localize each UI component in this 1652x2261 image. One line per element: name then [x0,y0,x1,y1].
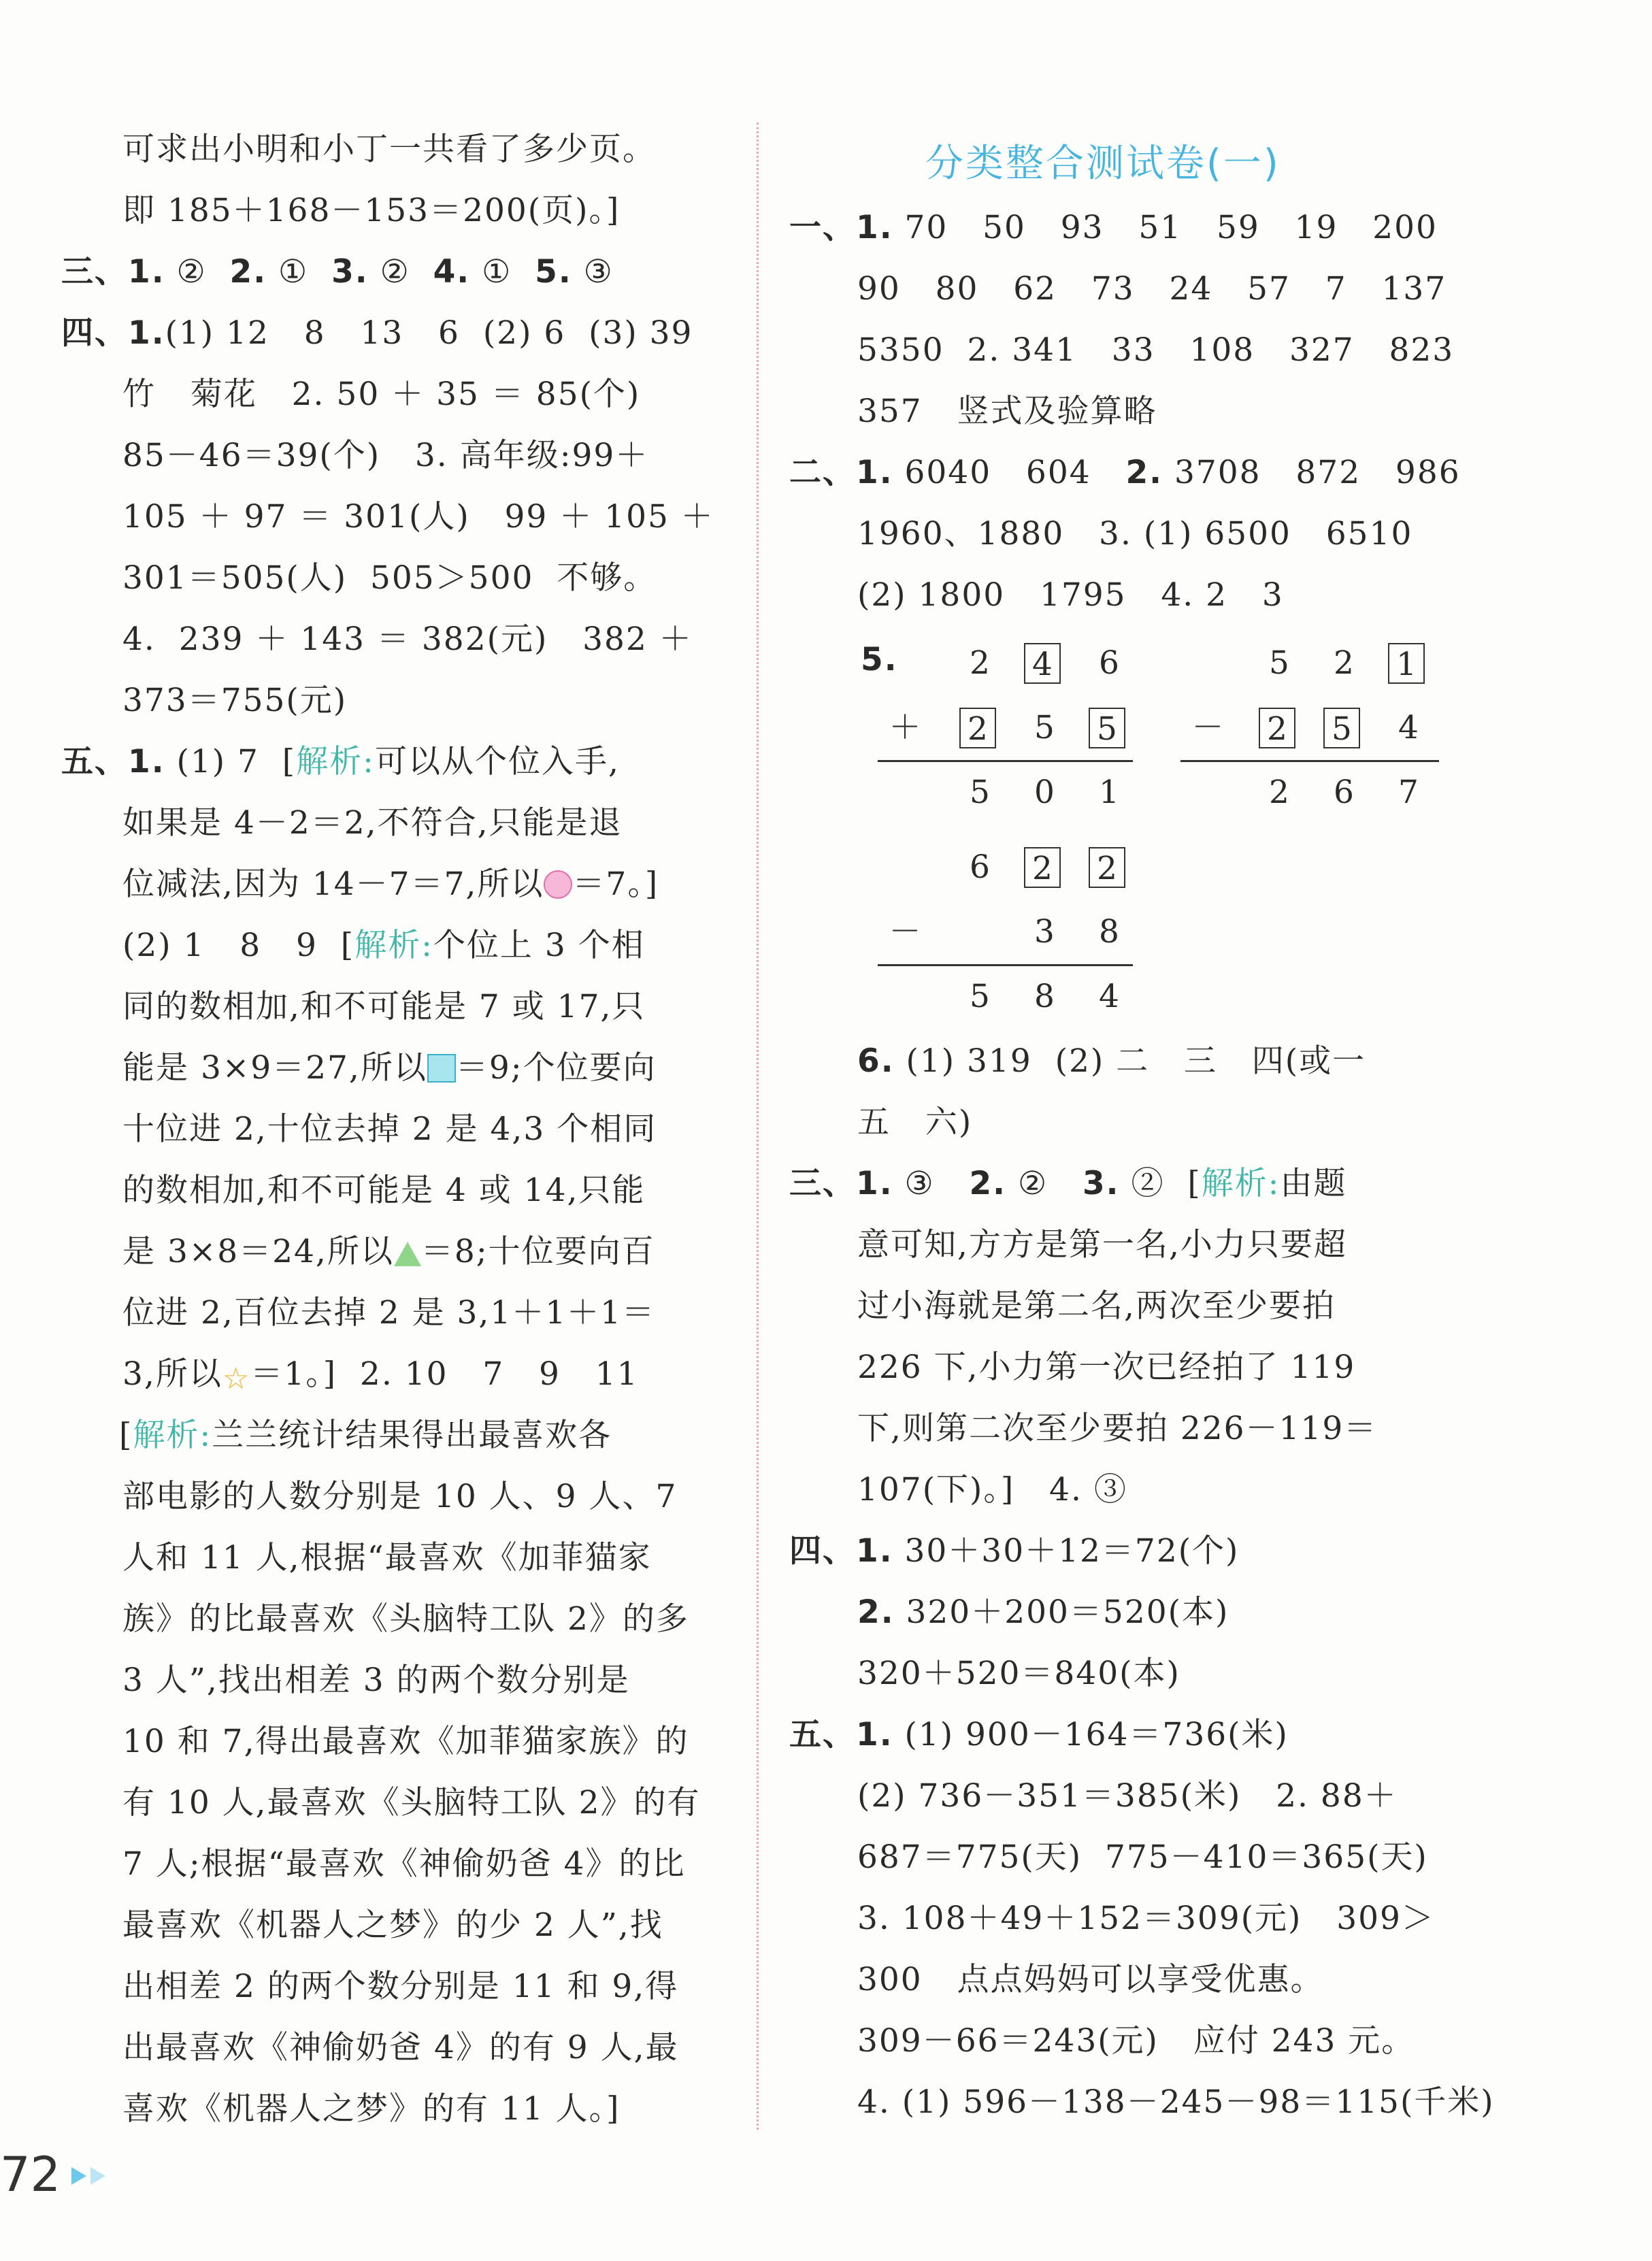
line-text: 能是 3×9＝27,所以 [122,1049,427,1087]
line-text: 300 点点妈妈可以享受优惠。 [857,1961,1324,1998]
digit: 1 [1099,774,1119,811]
question-number: 2. [1125,454,1163,491]
digit: 3 [1034,913,1055,951]
left-line [122,558,657,599]
line-text: (2) 736－351＝385(米) 2. 88＋ [857,1777,1398,1815]
line-text: ＝7。] [572,865,659,903]
digit: 5 [1089,708,1125,748]
section-label: 一、 [789,209,856,246]
digit: 2 [1269,774,1289,811]
left-line [122,2028,679,2068]
line-text: ③ [572,253,614,291]
analysis-label: 解析: [133,1417,212,1454]
line-text: [ [119,1417,133,1454]
section-label: 四、 [61,314,128,352]
digit: 2 [1089,847,1125,888]
digit: 4 [1398,709,1419,746]
line-text: 人和 11 人,根据“最喜欢《加菲猫家 [122,1539,652,1577]
left-line [122,803,623,844]
right-line [857,2021,1415,2062]
line-text: 竹 菊花 2. 50 ＋ 35 ＝ 85(个) [122,376,641,413]
digit: 6 [1099,644,1119,682]
line-text: 如果是 4－2＝2,不符合,只能是退 [122,804,623,842]
line-text: ② [165,253,230,291]
line-text: 90 80 62 73 24 57 7 137 [857,270,1447,308]
digit: 5 [1323,708,1360,748]
right-line [857,514,1413,555]
question-number: 4. [433,253,471,291]
left-line [61,742,620,782]
digit: 2 [1259,708,1295,748]
section-label: 四、 [789,1532,856,1570]
right-line [857,1653,1180,1694]
question-number: 1. [128,743,165,780]
line-text: ② [1006,1165,1083,1202]
line-text: 107(下)。] 4. ③ [857,1471,1127,1508]
line-text: 3 人”,找出相差 3 的两个数分别是 [122,1662,630,1699]
line-text: 即 185＋168－153＝200(页)。] [122,192,621,229]
section-label: 五、 [61,743,128,780]
right-line [857,1960,1324,2000]
line-text: 5350 2. 341 33 108 327 823 [857,331,1455,369]
line-text: 最喜欢《机器人之梦》的少 2 人”,找 [122,1907,663,1944]
page-arrows-icon [71,2167,110,2188]
left-line [119,1415,612,1456]
question-number: 1. [128,253,165,291]
right-line [857,1102,972,1143]
section-label: 二、 [789,454,856,491]
right-line [857,269,1447,310]
question-number: 5. [535,253,572,291]
line-text: (2) 1 8 9 [ [122,927,355,964]
digit: 1 [1388,643,1425,684]
digit: 5 [1034,709,1055,746]
sum-line [1180,760,1439,762]
line-text: ③ [893,1165,970,1202]
left-line [122,1721,689,1762]
question-number: 1. [856,454,893,491]
line-text: 下,则第二次至少要拍 226－119＝ [857,1410,1378,1447]
sum-line [878,964,1133,966]
line-text: 族》的比最喜欢《头脑特工队 2》的多 [122,1600,689,1638]
square-icon [427,1054,456,1083]
line-text: 357 竖式及验算略 [857,393,1157,430]
right-line [789,1531,1239,1572]
right-line [857,1470,1127,1511]
left-line [122,1109,657,1150]
line-text: ＝9;个位要向 [455,1049,657,1087]
line-text: ＝8;十位要向百 [420,1233,655,1270]
left-line [122,1476,677,1517]
line-text: ② [ [1119,1165,1202,1202]
left-line [122,1538,652,1579]
question-number: 1. [856,1532,893,1570]
line-text: 兰兰统计结果得出最喜欢各 [212,1417,612,1454]
line-text: 3708 872 986 [1163,454,1461,491]
digit: 8 [1099,913,1119,951]
analysis-label: 解析: [296,743,375,780]
left-line [122,435,648,476]
left-line [122,2089,621,2130]
left-line [61,313,693,354]
right-line [857,1041,1366,1082]
line-text: 十位进 2,十位去掉 2 是 4,3 个相同 [122,1110,657,1148]
circle-icon [544,870,572,899]
digit: 4 [1099,978,1119,1015]
digit: 2 [970,644,990,682]
left-line [122,1599,689,1640]
line-text: 6040 604 [893,454,1126,491]
line-text: 301＝505(人) 505＞500 不够。 [122,559,657,597]
question-number: 3. [1082,1165,1120,1202]
section-title: 分类整合测试卷(一) [925,142,1281,186]
sum-line [878,760,1133,762]
column-divider [757,122,759,2130]
line-text: (1) 7 [ [165,743,297,780]
left-line [122,864,659,905]
line-text: 五 六) [857,1104,973,1141]
digit: 7 [1398,774,1419,811]
question-number: 5. [861,641,898,678]
left-line [122,1232,655,1272]
left-line [122,1660,630,1701]
question-number: 1. [856,209,893,246]
digit: 2 [959,708,996,748]
right-line [857,330,1454,371]
line-text: 320＋520＝840(本) [857,1655,1180,1692]
right-line [857,1592,1229,1633]
question-number: 2. [969,1165,1007,1202]
question-number: 2. [229,253,267,291]
left-line [122,1293,655,1334]
right-line [857,1776,1398,1817]
right-line [789,452,1461,493]
right-line [857,1408,1377,1449]
left-line [122,925,645,966]
line-text: 85－46＝39(个) 3. 高年级:99＋ [122,437,649,474]
line-text: (1) 319 (2) 二 三 四(或一 [894,1042,1366,1080]
line-text: ② [368,253,433,291]
line-text: 可以从个位入手, [374,743,620,780]
digit: 2 [1334,644,1354,682]
left-line [122,1354,639,1395]
line-text: 出相差 2 的两个数分别是 11 和 9,得 [122,1968,679,2005]
line-text: 可求出小明和小丁一共看了多少页。 [122,131,656,168]
question-number: 3. [331,253,369,291]
line-text: 出最喜欢《神偷奶爸 4》的有 9 人,最 [122,2029,679,2066]
digit: 5 [1269,644,1289,682]
right-line [789,1163,1347,1204]
right-line [857,391,1157,432]
left-line [122,987,645,1027]
left-line [122,680,347,721]
digit: 8 [1034,978,1055,1015]
analysis-label: 解析: [354,927,433,964]
left-line [122,374,640,415]
line-text: 由题 [1280,1165,1347,1202]
line-text: (1) 12 8 13 6 (2) 6 (3) 39 [165,314,693,352]
line-text: 有 10 人,最喜欢《头脑特工队 2》的有 [122,1784,701,1821]
digit: 6 [1334,774,1354,811]
line-text: 7 人;根据“最喜欢《神偷奶爸 4》的比 [122,1845,686,1883]
star-icon: ☆ [222,1361,251,1396]
operator-sign: － [1191,709,1224,746]
section-label: 三、 [789,1165,856,1202]
digit: 6 [970,848,990,886]
left-line [122,1966,678,2007]
line-text: 320＋200＝520(本) [894,1594,1229,1631]
right-line [857,1225,1347,1266]
left-line [122,1905,663,1946]
line-text: 226 下,小力第一次已经拍了 119 [857,1349,1356,1386]
line-text: 1960、1880 3. (1) 6500 6510 [857,515,1413,552]
section-label: 三、 [61,253,128,291]
section-label: 五、 [789,1716,856,1753]
digit: 4 [1024,643,1061,684]
left-line [122,191,620,231]
line-text: 4. (1) 596－138－245－98＝115(千米) [857,2083,1495,2121]
line-text: 部电影的人数分别是 10 人、9 人、7 [122,1478,678,1515]
line-text: ① [470,253,535,291]
right-line [857,575,1284,616]
line-text: 373＝755(元) [122,682,348,719]
question-number: 1. [856,1716,893,1753]
line-text: 意可知,方方是第一名,小力只要超 [857,1226,1347,1264]
analysis-label: 解析: [1201,1165,1281,1202]
left-line [122,1170,645,1211]
page-number: 72 [0,2147,61,2202]
left-line [122,129,656,170]
left-line [122,1844,686,1885]
right-line [857,2082,1495,2123]
left-line [122,619,693,660]
line-text: 同的数相加,和不可能是 7 或 17,只 [122,988,646,1025]
right-line [857,1347,1355,1388]
digit: 5 [970,978,990,1015]
line-text: 687＝775(天) 775－410＝365(天) [857,1838,1428,1876]
line-text: 30＋30＋12＝72(个) [893,1532,1240,1570]
line-text: 的数相加,和不可能是 4 或 14,只能 [122,1172,646,1209]
line-text: 个位上 3 个相 [433,927,645,964]
line-text: 70 50 93 51 59 19 200 [893,209,1438,246]
question-number: 6. [857,1042,895,1080]
left-line [122,1048,657,1089]
line-text: 10 和 7,得出最喜欢《加菲猫家族》的 [122,1723,689,1760]
left-line [122,497,714,538]
line-text: 喜欢《机器人之梦》的有 11 人。] [122,2090,621,2128]
right-line [857,1286,1336,1327]
right-line [789,1715,1289,1755]
line-text: 4. 239 ＋ 143 ＝ 382(元) 382 ＋ [122,621,693,658]
line-text: ① [267,253,332,291]
digit: 0 [1034,774,1055,811]
left-line [122,1783,700,1823]
digit: 2 [1024,847,1061,888]
line-text: ＝1。] 2. 10 7 9 11 [250,1355,639,1393]
question-number: 1. [128,314,165,352]
line-text: 309－66＝243(元) 应付 243 元。 [857,2022,1415,2060]
line-text: (2) 1800 1795 4. 2 3 [857,576,1284,614]
line-text: 过小海就是第二名,两次至少要拍 [857,1287,1336,1325]
line-text: 3. 108＋49＋152＝309(元) 309＞ [857,1900,1435,1937]
line-text: (1) 900－164＝736(米) [893,1716,1289,1753]
operator-sign: － [889,913,921,951]
left-line [61,252,614,293]
triangle-icon [394,1242,421,1266]
line-text: 位进 2,百位去掉 2 是 3,1＋1＋1＝ [122,1294,656,1332]
right-line [857,1898,1435,1939]
line-text: 105 ＋ 97 ＝ 301(人) 99 ＋ 105 ＋ [122,498,714,535]
question-number: 1. [856,1165,893,1202]
operator-sign: ＋ [889,709,921,746]
line-text: 3,所以 [122,1355,222,1393]
question-number: 2. [857,1594,895,1631]
right-line [789,208,1438,248]
digit: 5 [970,774,990,811]
line-text: 位减法,因为 14－7＝7,所以 [122,865,544,903]
right-line [857,1837,1428,1878]
line-text: 是 3×8＝24,所以 [122,1233,394,1270]
